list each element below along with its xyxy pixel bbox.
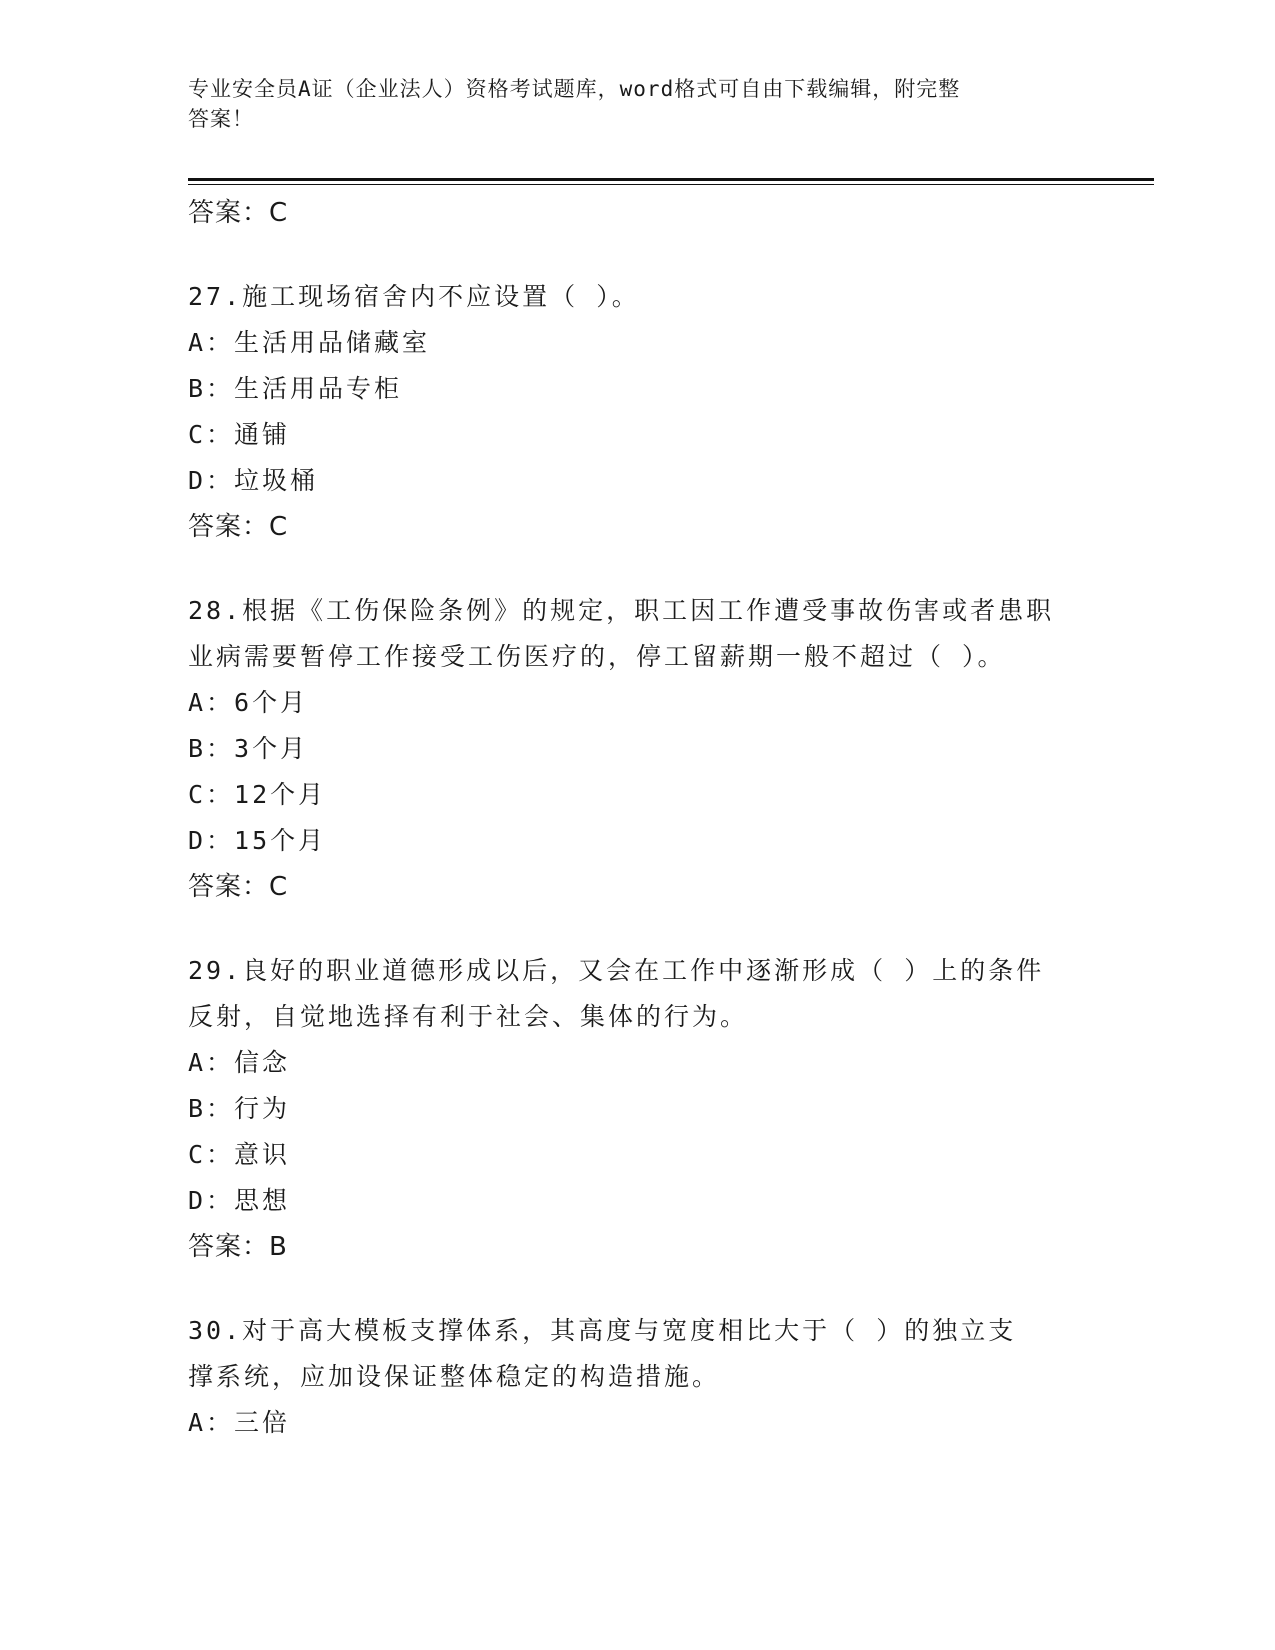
- option-c: C：通铺: [188, 420, 291, 449]
- answer-text: 答案：C: [188, 512, 289, 542]
- header-divider-thin: [188, 184, 1154, 185]
- question-text-continued: 反射，自觉地选择有利于社会、集体的行为。: [188, 1002, 749, 1031]
- question-block: [188, 274, 1088, 550]
- answer-text: 答案：C: [188, 872, 289, 902]
- option-a: A：三倍: [188, 1408, 291, 1437]
- option-a: A：6个月: [188, 688, 309, 717]
- option-a: A：信念: [188, 1048, 291, 1077]
- option-d: D：思想: [188, 1186, 291, 1215]
- option-c: C：12个月: [188, 780, 327, 809]
- answer-text: 答案：B: [188, 1232, 288, 1262]
- question-text: 29.良好的职业道德形成以后，又会在工作中逐渐形成（ ）上的条件: [188, 956, 1045, 985]
- question-block: [188, 1308, 1088, 1446]
- header-line-1: 专业安全员A证（企业法人）资格考试题库，word格式可自由下载编辑，附完整: [188, 77, 961, 101]
- header-divider-thick: [188, 178, 1154, 181]
- question-block: [188, 588, 1088, 910]
- document-header: [188, 74, 1068, 134]
- option-c: C：意识: [188, 1140, 291, 1169]
- answer-text: 答案：C: [188, 198, 289, 228]
- option-a: A：生活用品储藏室: [188, 328, 431, 357]
- question-text: 30.对于高大模板支撑体系，其高度与宽度相比大于（ ）的独立支: [188, 1316, 1017, 1345]
- option-b: B：3个月: [188, 734, 309, 763]
- question-text: 28.根据《工伤保险条例》的规定，职工因工作遭受事故伤害或者患职: [188, 596, 1055, 625]
- question-block: [188, 948, 1088, 1270]
- question-text: 27.施工现场宿舍内不应设置（ ）。: [188, 282, 640, 311]
- option-b: B：行为: [188, 1094, 291, 1123]
- option-b: B：生活用品专柜: [188, 374, 403, 403]
- option-d: D：15个月: [188, 826, 327, 855]
- header-line-2: 答案！: [188, 107, 254, 131]
- document-body: [188, 190, 1088, 1446]
- option-d: D：垃圾桶: [188, 466, 319, 495]
- question-text-continued: 撑系统，应加设保证整体稳定的构造措施。: [188, 1362, 721, 1391]
- question-text-continued: 业病需要暂停工作接受工伤医疗的，停工留薪期一般不超过（ ）。: [188, 642, 1006, 671]
